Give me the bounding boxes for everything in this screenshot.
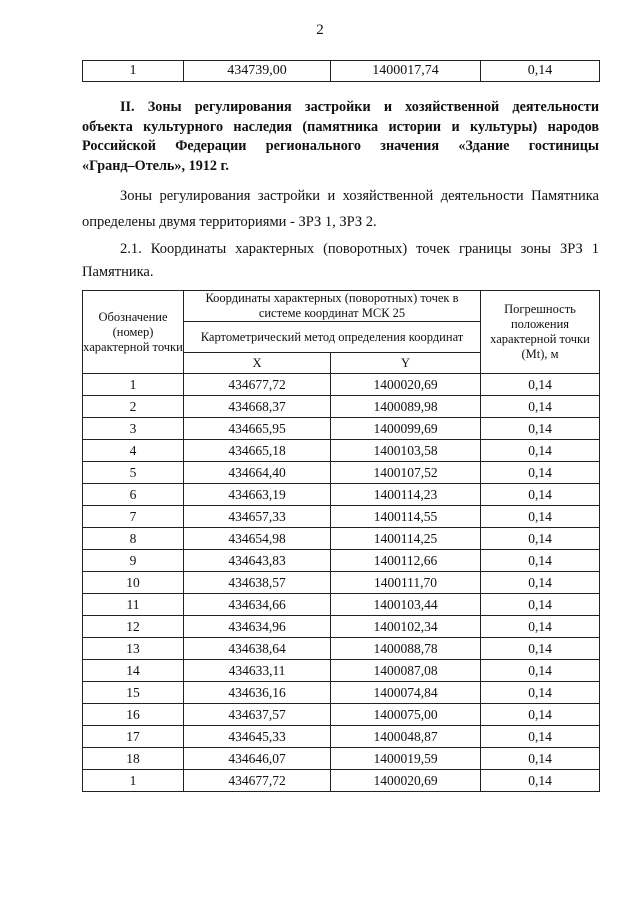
point-cell: 8 [83,528,184,550]
point-cell: 16 [83,704,184,726]
page-number: 2 [316,22,324,38]
y-cell: 1400103,44 [331,594,481,616]
y-cell: 1400020,69 [331,374,481,396]
point-cell: 10 [83,572,184,594]
table-row [83,506,600,528]
y-cell: 1400089,98 [331,396,481,418]
error-cell: 0,14 [481,726,600,748]
error-cell: 0,14 [481,374,600,396]
y-cell: 1400088,78 [331,638,481,660]
paragraph-line: определены двумя территориями - ЗРЗ 1, ЗРЗ 2. [82,214,377,230]
x-cell: 434657,33 [184,506,331,528]
table-row [83,726,600,748]
table-row [83,704,600,726]
x-cell: 434634,96 [184,616,331,638]
error-cell: 0,14 [481,462,600,484]
point-cell: 12 [83,616,184,638]
error-cell: 0,14 [481,484,600,506]
y-cell: 1400075,00 [331,704,481,726]
table-row [83,638,600,660]
error-cell: 0,14 [481,704,600,726]
point-cell: 2 [83,396,184,418]
x-cell: 434637,57 [184,704,331,726]
x-cell: 434634,66 [184,594,331,616]
y-cell: 1400114,25 [331,528,481,550]
paragraph-coords [82,241,599,258]
point-cell: 3 [83,418,184,440]
x-cell: 434633,11 [184,660,331,682]
table-row [83,616,600,638]
table-row [83,374,600,396]
x-cell: 434665,18 [184,440,331,462]
error-cell: 0,14 [481,506,600,528]
y-cell: 1400114,23 [331,484,481,506]
x-cell: 434645,33 [184,726,331,748]
x-cell: 434636,16 [184,682,331,704]
x-cell: 434739,00 [184,61,331,82]
table-row [83,748,600,770]
point-cell: 7 [83,506,184,528]
table-row [83,550,600,572]
heading-line: Российской Федерации регионального значения «Здание гостиницы [82,138,599,154]
error-cell: 0,14 [481,440,600,462]
x-cell: 434677,72 [184,374,331,396]
y-cell: 1400099,69 [331,418,481,440]
point-cell: 4 [83,440,184,462]
point-cell: 11 [83,594,184,616]
point-cell: 9 [83,550,184,572]
y-cell: 1400111,70 [331,572,481,594]
header-y: Y [331,353,481,374]
paragraph-line: Зоны регулирования застройки и хозяйственной деятельности Памятника [120,188,599,204]
heading-line: объекта культурного наследия (памятника истории и культуры) народов [82,118,599,135]
x-cell: 434643,83 [184,550,331,572]
error-cell: 0,14 [481,396,600,418]
point-cell: 18 [83,748,184,770]
point-cell: 5 [83,462,184,484]
error-cell: 0,14 [481,660,600,682]
x-cell: 434665,95 [184,418,331,440]
point-cell: 1 [83,61,184,82]
header-error: Погрешность положения характерной точки (Mt), м [481,291,600,374]
table-row [83,61,600,82]
point-cell: 1 [83,374,184,396]
error-cell: 0,14 [481,616,600,638]
table-row [83,660,600,682]
table-row [83,770,600,792]
table-row [83,682,600,704]
table-row [83,462,600,484]
paragraph-zones-cont [82,214,599,231]
paragraph-coords-cont [82,264,599,281]
error-cell: 0,14 [481,748,600,770]
error-cell: 0,14 [481,550,600,572]
x-cell: 434668,37 [184,396,331,418]
error-cell: 0,14 [481,528,600,550]
x-cell: 434646,07 [184,748,331,770]
heading-line: «Гранд–Отель», 1912 г. [82,157,229,174]
y-cell: 1400102,34 [331,616,481,638]
paragraph-line: Памятника. [82,264,154,280]
x-cell: 434654,98 [184,528,331,550]
heading-line: II. Зоны регулирования застройки и хозяйственной деятельности [120,99,599,115]
x-cell: 434664,40 [184,462,331,484]
error-cell: 0,14 [481,418,600,440]
y-cell: 1400112,66 [331,550,481,572]
y-cell: 1400114,55 [331,506,481,528]
error-cell: 0,14 [481,682,600,704]
y-cell: 1400019,59 [331,748,481,770]
point-cell: 13 [83,638,184,660]
y-cell: 1400048,87 [331,726,481,748]
x-cell: 434638,64 [184,638,331,660]
table-row [83,528,600,550]
y-cell: 1400017,74 [331,61,481,82]
error-cell: 0,14 [481,61,600,82]
continuation-table [82,60,600,82]
table-row [83,440,600,462]
y-cell: 1400103,58 [331,440,481,462]
table-body [83,374,600,792]
paragraph-zones [82,188,599,205]
error-cell: 0,14 [481,770,600,792]
y-cell: 1400074,84 [331,682,481,704]
table-header-row [83,291,600,322]
header-point: Обозначение (номер) характерной точки [83,291,184,374]
y-cell: 1400087,08 [331,660,481,682]
point-cell: 17 [83,726,184,748]
error-cell: 0,14 [481,594,600,616]
table-row [83,418,600,440]
table-row [83,396,600,418]
x-cell: 434677,72 [184,770,331,792]
point-cell: 6 [83,484,184,506]
header-coords: Координаты характерных (поворотных) точек в системе координат МСК 25 [184,291,481,322]
error-cell: 0,14 [481,638,600,660]
header-method: Картометрический метод определения координат [184,322,481,353]
error-cell: 0,14 [481,572,600,594]
point-cell: 15 [83,682,184,704]
table-row [83,594,600,616]
paragraph-line: 2.1. Координаты характерных (поворотных) точек границы зоны ЗРЗ 1 [120,241,599,257]
x-cell: 434638,57 [184,572,331,594]
y-cell: 1400020,69 [331,770,481,792]
header-x: X [184,353,331,374]
point-cell: 1 [83,770,184,792]
section-heading [82,98,599,176]
point-cell: 14 [83,660,184,682]
table-row [83,484,600,506]
x-cell: 434663,19 [184,484,331,506]
table-row [83,572,600,594]
y-cell: 1400107,52 [331,462,481,484]
coordinates-table [82,290,600,792]
